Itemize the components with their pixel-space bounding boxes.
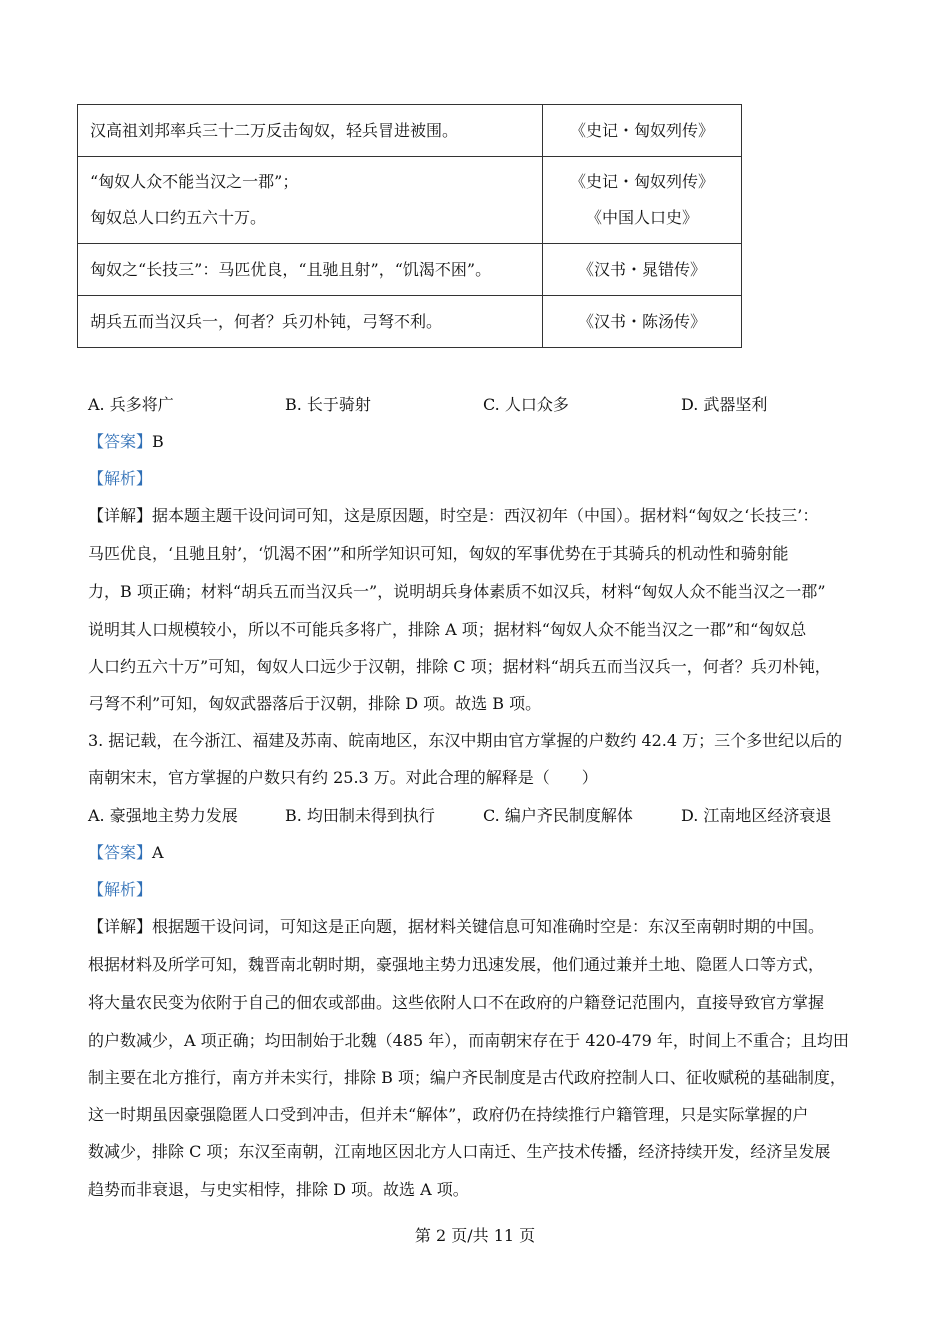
detail-line <box>88 917 878 937</box>
detail-text: 根据题干设问词，可知这是正向题，据材料关键信息可知准确时空是：东汉至南朝时期的中国。 <box>152 917 825 936</box>
detail-line <box>88 506 878 526</box>
option-a: A. 兵多将广 <box>88 395 174 414</box>
detail-line: 根据材料及所学可知，魏晋南北朝时期，豪强地主势力迅速发展，他们通过兼并土地、隐匿人口等方式， <box>88 955 825 974</box>
option-c: C. 人口众多 <box>483 395 569 414</box>
question-stem: 3. 据记载，在今浙江、福建及苏南、皖南地区，东汉中期由官方掌握的户数约 42.4 万；三个多世纪以后的 <box>88 731 843 750</box>
answer-value: B <box>152 432 164 451</box>
cell-text: 《史记・匈奴列传》 <box>569 172 714 191</box>
option-b: B. 均田制未得到执行 <box>285 806 435 825</box>
cell-text: 《汉书・晁错传》 <box>577 259 706 279</box>
table-cell-content <box>78 244 543 296</box>
page-number: 第 2 页/共 11 页 <box>414 1226 536 1245</box>
table-row <box>78 105 742 157</box>
table-row <box>78 296 742 348</box>
detail-line: 人口约五六十万”可知，匈奴人口远少于汉朝，排除 C 项；据材料“胡兵五而当汉兵一，何者？兵刃朴钝， <box>88 657 831 676</box>
cell-text: 《史记・匈奴列传》 <box>569 120 714 140</box>
cell-text: 《中国人口史》 <box>585 208 698 227</box>
answer-tag: 【答案】 <box>88 843 153 862</box>
detail-tag: 【详解】 <box>88 917 153 936</box>
cell-text: “匈奴人众不能当汉之一郡”； <box>90 172 299 191</box>
table-cell-content <box>78 105 543 157</box>
detail-line: 马匹优良，‘且驰且射’，‘饥渴不困’”和所学知识可知，匈奴的军事优势在于其骑兵的机动性和骑射能 <box>88 544 789 563</box>
cell-text: 匈奴之“长技三”：马匹优良，“且驰且射”，“饥渴不困”。 <box>90 259 492 279</box>
detail-tag: 【详解】 <box>88 506 153 525</box>
option-d: D. 江南地区经济衰退 <box>681 806 832 825</box>
detail-line: 数减少，排除 C 项；东汉至南朝，江南地区因北方人口南迁、生产技术传播，经济持续开发，经济呈发展 <box>88 1142 831 1161</box>
analysis-tag: 【解析】 <box>88 880 153 899</box>
answer-tag: 【答案】 <box>88 432 153 451</box>
table-cell-source <box>543 296 742 348</box>
cell-text: 汉高祖刘邦率兵三十二万反击匈奴，轻兵冒进被围。 <box>90 120 459 140</box>
detail-line: 弓弩不利”可知，匈奴武器落后于汉朝，排除 D 项。故选 B 项。 <box>88 694 542 713</box>
option-c: C. 编户齐民制度解体 <box>483 806 633 825</box>
table-cell-content <box>78 296 543 348</box>
table-cell-source <box>543 157 742 244</box>
option-d: D. 武器坚利 <box>681 395 768 414</box>
cell-text: 胡兵五而当汉兵一，何者？兵刃朴钝，弓弩不利。 <box>90 311 443 331</box>
analysis-line <box>88 880 878 900</box>
answer-line <box>88 432 878 452</box>
answer-value: A <box>152 843 164 862</box>
cell-text: 《汉书・陈汤传》 <box>577 311 706 331</box>
table-cell-source <box>543 244 742 296</box>
analysis-tag: 【解析】 <box>88 469 153 488</box>
detail-line: 的户数减少，A 项正确；均田制始于北魏（485 年），而南朝宋存在于 420-479 年，时间上不重合；且均田 <box>88 1031 849 1050</box>
analysis-line <box>88 469 878 489</box>
table-row <box>78 244 742 296</box>
detail-text: 据本题主题干设问词可知，这是原因题，时空是：西汉初年（中国）。据材料“匈奴之‘长技三’： <box>152 506 819 525</box>
option-a: A. 豪强地主势力发展 <box>88 806 238 825</box>
detail-line: 力，B 项正确；材料“胡兵五而当汉兵一”，说明胡兵身体素质不如汉兵，材料“匈奴人众不能当汉之一郡” <box>88 582 826 601</box>
answer-line <box>88 843 878 863</box>
table-cell-content <box>78 157 543 244</box>
detail-line: 说明其人口规模较小，所以不可能兵多将广，排除 A 项；据材料“匈奴人众不能当汉之一郡”和“匈奴总 <box>88 620 807 639</box>
detail-line: 趋势而非衰退，与史实相悖，排除 D 项。故选 A 项。 <box>88 1180 469 1199</box>
detail-line: 制主要在北方推行，南方并未实行，排除 B 项；编户齐民制度是古代政府控制人口、征收赋税的基础制度， <box>88 1068 846 1087</box>
source-table <box>77 104 742 348</box>
option-b: B. 长于骑射 <box>285 395 371 414</box>
question-stem: 南朝宋末，官方掌握的户数只有约 25.3 万。对此合理的解释是（ ） <box>88 768 598 787</box>
detail-line: 将大量农民变为依附于自己的佃农或部曲。这些依附人口不在政府的户籍登记范围内，直接导致官方掌握 <box>88 993 825 1012</box>
table-row <box>78 157 742 244</box>
detail-line: 这一时期虽因豪强隐匿人口受到冲击，但并未“解体”，政府仍在持续推行户籍管理，只是实际掌握的户 <box>88 1105 809 1124</box>
table-cell-source <box>543 105 742 157</box>
cell-text: 匈奴总人口约五六十万。 <box>90 208 267 227</box>
